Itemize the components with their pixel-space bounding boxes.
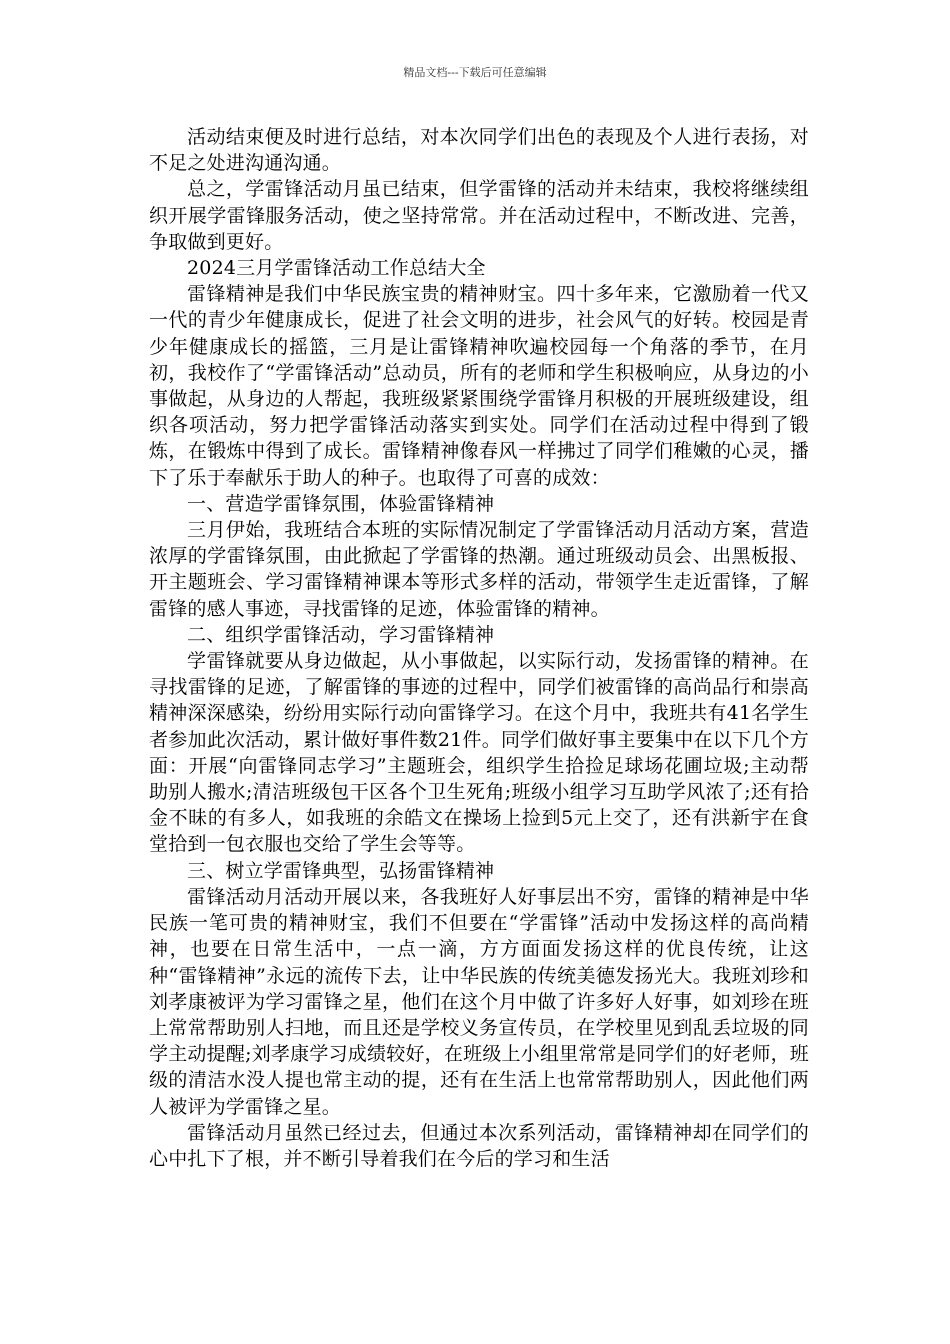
- page-header: 精品文档---下载后可任意编辑: [403, 66, 547, 79]
- document-title: 2024三月学雷锋活动工作总结大全: [187, 257, 486, 280]
- section-heading-2: 二、组织学雷锋活动，学习雷锋精神: [187, 623, 495, 646]
- paragraph-2: 总之，学雷锋活动月虽已结束，但学雷锋的活动并未结束，我校将继续组织开展学雷锋服务活动，使之坚持常常。并在活动过程中，不断改进、完善，争取做到更好。: [149, 178, 809, 253]
- section-heading-1: 一、营造学雷锋氛围，体验雷锋精神: [187, 492, 495, 515]
- paragraph-1: 活动结束便及时进行总结，对本次同学们出色的表现及个人进行表扬，对不足之处进沟通沟通。: [149, 126, 809, 175]
- paragraph-3: 雷锋精神是我们中华民族宝贵的精神财宝。四十多年来，它激励着一代又一代的青少年健康成长，促进了社会文明的进步，社会风气的好转。校园是青少年健康成长的摇篮，三月是让雷锋精神吹遍校园每一个角落的季节，在月初，我校作了“学雷锋活动”总动员，所有的老师和学生积极响应，从身边的小事做起，从身边的人帮起，我班级紧紧围绕学雷锋月积极的开展班级建设，组织各项活动，努力把学雷锋活动落实到实处。同学们在活动过程中得到了锻炼，在锻炼中得到了成长。雷锋精神像春风一样拂过了同学们稚嫩的心灵，播下了乐于奉献乐于助人的种子。也取得了可喜的成效：: [149, 283, 809, 489]
- section-heading-3: 三、树立学雷锋典型，弘扬雷锋精神: [187, 859, 495, 882]
- paragraph-5: 学雷锋就要从身边做起，从小事做起，以实际行动，发扬雷锋的精神。在寻找雷锋的足迹，了解雷锋的事迹的过程中，同学们被雷锋的高尚品行和崇高精神深深感染，纷纷用实际行动向雷锋学习。在这个月中，我班共有41名学生者参加此次活动，累计做好事件数21件。同学们做好事主要集中在以下几个方面：开展“向雷锋同志学习”主题班会，组织学生拾捡足球场花圃垃圾;主动帮助别人搬水;清洁班级包干区各个卫生死角;班级小组学习互助学风浓了;还有拾金不昧的有多人，如我班的余皓文在操场上捡到5元上交了，还有洪新宇在食堂拾到一包衣服也交给了学生会等等。: [149, 650, 809, 856]
- paragraph-7: 雷锋活动月虽然已经过去，但通过本次系列活动，雷锋精神却在同学们的心中扎下了根，并不断引导着我们在今后的学习和生活: [149, 1121, 809, 1170]
- paragraph-6: 雷锋活动月活动开展以来，各我班好人好事层出不穷，雷锋的精神是中华民族一笔可贵的精神财宝，我们不但要在“学雷锋”活动中发扬这样的高尚精神，也要在日常生活中，一点一滴，方方面面发扬这样的优良传统，让这种“雷锋精神”永远的流传下去，让中华民族的传统美德发扬光大。我班刘珍和刘孝康被评为学习雷锋之星，他们在这个月中做了许多好人好事，如刘珍在班上常常帮助别人扫地，而且还是学校义务宣传员，在学校里见到乱丢垃圾的同学主动提醒;刘孝康学习成绩较好，在班级上小组里常常是同学们的好老师，班级的清洁水没人提也常主动的提，还有在生活上也常常帮助别人，因此他们两人被评为学雷锋之星。: [149, 885, 809, 1118]
- paragraph-4: 三月伊始，我班结合本班的实际情况制定了学雷锋活动月活动方案，营造浓厚的学雷锋氛围，由此掀起了学雷锋的热潮。通过班级动员会、出黑板报、开主题班会、学习雷锋精神课本等形式多样的活动，带领学生走近雷锋，了解雷锋的感人事迹，寻找雷锋的足迹，体验雷锋的精神。: [149, 519, 809, 620]
- document-body: [149, 124, 809, 1172]
